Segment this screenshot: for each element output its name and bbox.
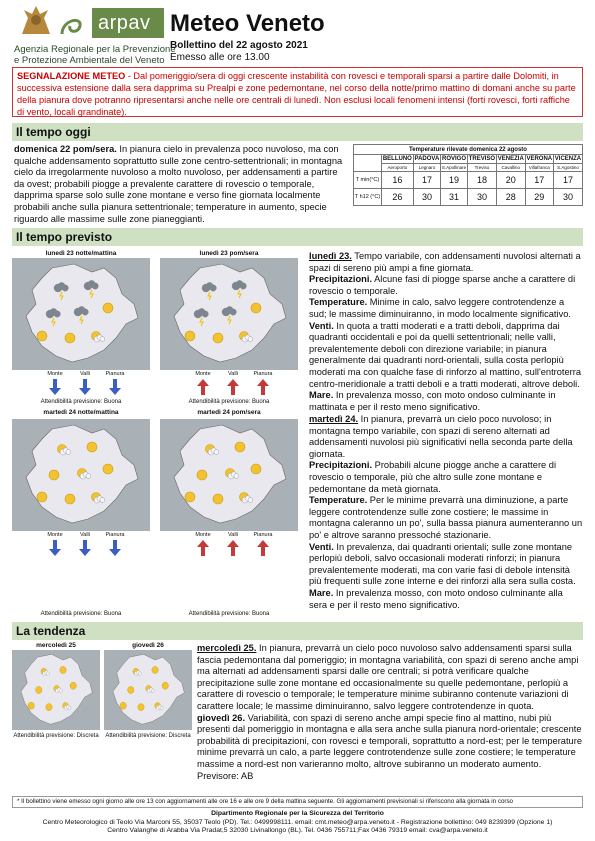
arrow-down-icon	[109, 540, 121, 556]
station-name: Treviso	[467, 164, 496, 172]
reliability: Attendibilità previsione: Buona	[188, 399, 270, 405]
reliability: Attendibilità previsione: Discreta	[13, 733, 99, 739]
day2-wind: In prevalenza, dai quadranti orientali; sulle zone montane perlopiù deboli, salvo occasionali moderati rinforzi; in pianura prevalentemente moderati, ma con varie fasi di debole intensità più frequenti sulle zone interne e dei rinforzi alla sera sulla costa.	[309, 541, 576, 587]
day1-precip-label: Precipitazioni.	[309, 274, 373, 285]
day2-sea: In prevalenza mosso, con moto ondoso culminante alla sera e per il resto meno significativo.	[309, 587, 563, 610]
trend-map	[12, 650, 100, 730]
day2-temp-label: Temperature.	[309, 495, 368, 506]
temp-cell: 17	[525, 172, 553, 189]
map-caption: lunedì 23 notte/mattina	[45, 250, 117, 257]
veneto-map-svg	[160, 258, 298, 370]
footer-line-1: Centro Meteorologico di Teolo Via Marconi 55, 35037 Teolo (PD). Tel.: 0499998111. email: cmt.meteo@arpa.veneto.it - Registrazione bollettino: 049 8239399 (Opzione 1)	[42, 818, 553, 826]
arrow-down-icon	[79, 379, 91, 395]
temp-cell: 28	[496, 189, 525, 206]
day1-lead: lunedì 23.	[309, 251, 352, 261]
agency-line-1: Agenzia Regionale per la Prevenzione	[14, 44, 176, 55]
sun-icon	[138, 704, 144, 711]
footer	[12, 810, 583, 836]
footer-line-2: Centro Valanghe di Arabba Via Pradat,5 32030 Livinallongo (BL). Tel. 0436 755711;Fax 0436 79319 email: cva@arpa.veneto.it	[107, 827, 488, 835]
reliability: Attendibilità previsione: Discreta	[105, 733, 191, 739]
reliability: Attendibilità previsione: Buona	[40, 611, 122, 617]
day2-sea-label: Mare.	[309, 587, 334, 598]
temp-cell: 20	[496, 172, 525, 189]
temp-trend-group	[188, 532, 278, 570]
station-name: Villafranca	[525, 164, 553, 172]
temp-zone-label: Monte	[47, 371, 63, 377]
sun-icon	[37, 331, 47, 341]
sun-icon	[213, 333, 223, 343]
arpav-logo	[14, 4, 164, 44]
temp-cell: 29	[525, 189, 553, 206]
arrow-down-icon	[79, 540, 91, 556]
forecast-map	[160, 258, 298, 370]
day2-intro: In pianura, prevarrà un cielo poco nuvoloso; in montagna tempo variabile, con spazi di sereno alternati ad addensamenti nuvolosi più significativi nella seconda parte della giornata.	[309, 414, 573, 459]
sun-icon	[46, 704, 52, 711]
sun-icon	[65, 333, 75, 343]
footer-dept: Dipartimento Regionale per la Sicurezza del Territorio	[211, 810, 384, 817]
bulletin-date: Bollettino del 22 agosto 2021	[170, 40, 308, 51]
sun-icon	[128, 686, 134, 693]
temp-cell: 19	[441, 172, 468, 189]
city-header: PADOVA	[414, 156, 440, 162]
day2-precip-label: Precipitazioni.	[309, 460, 373, 471]
forecast-text-day1	[309, 251, 583, 413]
alert-text: - Dal pomeriggio/sera di oggi crescente instabilità con rovesci e temporali sparsi a partire dalle Dolomiti, in successiva estensione dalla sera dapprima su Prealpi e zone pedemontane, nel corso della notte/primo mattino di domani anche su parte della pianura dove potranno ripresentarsi anche nelle ore centrali di lunedì. Non esclusi locali fenomeni intensi (forti rovesci, forti raffiche di vento, locali grandinate).	[17, 71, 576, 117]
day4-lead: giovedì 26.	[197, 712, 246, 723]
temp-zone-label: Valli	[228, 532, 238, 538]
city-header: VICENZA	[554, 156, 582, 162]
arrow-up-icon	[227, 540, 239, 556]
temp-cell: 18	[467, 172, 496, 189]
sun-icon	[197, 470, 207, 480]
day1-intro: Tempo variabile, con addensamenti nuvolosi alternati a spazi di sereno più ampi a fine giornata.	[309, 251, 581, 273]
table-caption: Temperature rilevate domenica 22 agosto	[354, 145, 583, 155]
temp-zone-label: Monte	[195, 532, 211, 538]
day1-temp-label: Temperature.	[309, 297, 368, 308]
temp-zone-label: Valli	[80, 371, 90, 377]
day4-text: Variabilità, con spazi di sereno anche ampi specie fino al mattino, nubi più presenti dal pomeriggio in montagna e alla sera anche sulla pianura nord-orientale; crescente probabilità di precipitazioni, con rovesci e temporali, soprattutto a nord-est; per le temperature minime prevarrà un calo, a parte leggere controtendenze sulle zone costiere; le temperature massime a nord-est non varieranno molto, altrove subiranno un moderato aumento.	[197, 712, 582, 769]
arrow-up-icon	[197, 379, 209, 395]
day2-lead: martedì 24.	[309, 414, 359, 424]
sun-icon	[36, 686, 42, 693]
arrow-up-icon	[257, 379, 269, 395]
sun-icon	[87, 442, 97, 452]
sun-icon	[235, 442, 245, 452]
alert-label: SEGNALAZIONE METEO	[17, 71, 126, 81]
section-forecast: Il tempo previsto	[12, 228, 583, 246]
temp-cell: 16	[381, 172, 413, 189]
sun-icon	[152, 666, 158, 673]
sun-icon	[28, 702, 34, 709]
map-caption: martedì 24 pom/sera	[197, 409, 261, 416]
day2-temp: Per le minime prevarrà una diminuzione, a parte leggere controtendenze sulle zone costiere; le massime in montagna caleranno un po', sulla bassa pianura aumenteranno un po' e altrove saranno pressoché stazionarie.	[309, 495, 583, 540]
today-body: In pianura cielo in prevalenza poco nuvoloso, ma con qualche addensamento soprattutto sulle zone centro-settentrionali; in montagna cielo da irregolarmente nuvoloso a molto nuvoloso, per addensamenti a partire da ovest; probabili piogge a prevalente carattere di rovescio o temporale, dapprima sparse solo sulle zone montane e verso fine giornata localmente probabili anche sulla pianura settentrionale; temperature in aumento, specie riguardo alle massime sulle zone pianeggianti.	[14, 144, 343, 224]
city-header: VENEZIA	[497, 156, 524, 162]
forecaster: Previsore: AB	[197, 770, 254, 781]
section-trend: La tendenza	[12, 622, 583, 640]
lion-icon	[18, 4, 54, 38]
trend-text	[197, 643, 583, 782]
city-header: ROVIGO	[442, 156, 467, 162]
station-name: S.Agostino	[553, 164, 582, 172]
footer-note: * Il bollettino viene emesso ogni giorno alle ore 13 con aggiornamenti alle ore 16 e alle ore 9 della mattina seguente. Gli aggiornamenti previsionali si riferiscono alla giornata in corso	[12, 796, 583, 808]
temp-zone-label: Pianura	[253, 532, 273, 538]
city-header: VERONA	[526, 156, 553, 162]
agency-line-2: e Protezione Ambientale del Veneto	[14, 55, 165, 66]
temp-cell: 30	[553, 189, 582, 206]
temp-zone-label: Valli	[228, 371, 238, 377]
sun-icon	[103, 303, 113, 313]
veneto-map-svg	[104, 650, 192, 730]
row-label: T h12 (°C)	[354, 189, 382, 206]
forecast-text-day2	[309, 414, 583, 611]
sun-icon	[49, 470, 59, 480]
temp-zone-label: Pianura	[105, 532, 125, 538]
sun-icon	[213, 494, 223, 504]
table-corner	[354, 155, 382, 172]
station-name: Aeroporto	[381, 164, 413, 172]
day1-wind-label: Venti.	[309, 320, 334, 331]
day1-precip: Alcune fasi di piogge sparse anche a carattere di rovescio o temporale.	[309, 274, 576, 296]
page-title: Meteo Veneto	[170, 10, 325, 37]
sun-icon	[120, 702, 126, 709]
map-caption: martedì 24 notte/mattina	[43, 409, 119, 416]
logo-text: arpav	[92, 8, 164, 38]
agency-name	[14, 44, 176, 66]
temp-zone-label: Valli	[80, 532, 90, 538]
arrow-down-icon	[49, 379, 61, 395]
today-text	[14, 144, 348, 225]
station-name: S.Apollinare	[441, 165, 467, 170]
sun-icon	[60, 666, 66, 673]
arrow-up-icon	[227, 379, 239, 395]
station-name: Legnaro	[413, 164, 440, 172]
header	[0, 0, 595, 66]
map-caption: lunedì 23 pom/sera	[199, 250, 259, 257]
map-caption: mercoledì 25	[36, 642, 76, 649]
row-label: T min(°C)	[354, 172, 382, 189]
sun-icon	[185, 331, 195, 341]
section-today: Il tempo oggi	[12, 123, 583, 141]
arrow-down-icon	[109, 379, 121, 395]
reliability: Attendibilità previsione: Buona	[188, 611, 270, 617]
day1-sea-label: Mare.	[309, 390, 334, 401]
day3-lead: mercoledì 25.	[197, 643, 257, 653]
temp-cell: 31	[441, 189, 468, 206]
temp-zone-label: Pianura	[105, 371, 125, 377]
day1-sea: In prevalenza mosso, con moto ondoso culminante in mattinata e per il resto meno significativo.	[309, 390, 556, 412]
temp-trend-group	[40, 532, 130, 570]
arrow-up-icon	[257, 540, 269, 556]
city-header: BELLUNO	[382, 156, 412, 162]
sun-icon	[65, 494, 75, 504]
station-name: Cavallino	[496, 164, 525, 172]
forecast-map	[12, 258, 150, 370]
sun-icon	[162, 682, 168, 689]
weather-alert	[12, 67, 583, 117]
temp-cell: 17	[413, 172, 440, 189]
temperature-table	[353, 144, 583, 206]
city-header: TREVISO	[468, 156, 496, 162]
day2-wind-label: Venti.	[309, 541, 334, 552]
veneto-map-svg	[12, 650, 100, 730]
temp-zone-label: Monte	[195, 371, 211, 377]
swirl-icon	[58, 12, 86, 38]
arrow-up-icon	[197, 540, 209, 556]
reliability: Attendibilità previsione: Buona	[40, 399, 122, 405]
today-lead: domenica 22 pom/sera.	[14, 144, 117, 154]
trend-map	[104, 650, 192, 730]
forecast-map	[160, 419, 298, 531]
arrow-down-icon	[49, 540, 61, 556]
map-caption: giovedì 26	[132, 642, 164, 649]
day2-precip: Probabili alcune piogge anche a carattere di rovescio o temporale, più che altro sulle zone montane e pedemontane da metà giornata.	[309, 460, 557, 494]
emission-time: Emesso alle ore 13.00	[170, 52, 270, 63]
forecast-map	[12, 419, 150, 531]
temp-zone-label: Monte	[47, 532, 63, 538]
temp-cell: 26	[381, 189, 413, 206]
temp-cell: 30	[467, 189, 496, 206]
sun-icon	[37, 492, 47, 502]
day1-wind: In quota a tratti moderati e a tratti deboli, dapprima dai quadranti occidentali e poi da quelli settentrionali; nelle valli, prevalentemente deboli con direzione variabile; in pianura generalmente dai quadranti nord-orientali, sulla costa perlopiù moderati ma con qualche fase di rinforzo al mattino, sull'entroterra centro-meridionale a tratti deboli e a tratti moderati, altrove deboli.	[309, 320, 582, 389]
temp-zone-label: Pianura	[253, 371, 273, 377]
veneto-map-svg	[12, 258, 150, 370]
sun-icon	[185, 492, 195, 502]
veneto-map-svg	[12, 419, 150, 531]
sun-icon	[251, 303, 261, 313]
sun-icon	[251, 464, 261, 474]
veneto-map-svg	[160, 419, 298, 531]
sun-icon	[70, 682, 76, 689]
day1-temp: Minime in calo, salvo leggere controtendenze a sud; le massime diminuiranno, in modo localmente significativo.	[309, 297, 571, 319]
day3-text: In pianura, prevarrà un cielo poco nuvoloso salvo addensamenti sparsi sulla fascia pedemontana dal pomeriggio; in montagna variabilità, con spazi di sereno anche ampi ma alternati ad addensamenti sparsi dalle ore centrali; si potrà verificare qualche precipitazione sulle zone montane ed occasionalmente su quelle pedemontane, perlopiù a carattere di rovescio o temporale; le temperature minime subiranno contenute variazioni di carattere locale; le massime diminuiranno, salvo leggere controtendenze in quota.	[197, 643, 579, 711]
temp-cell: 17	[553, 172, 582, 189]
temp-cell: 30	[413, 189, 440, 206]
sun-icon	[103, 464, 113, 474]
